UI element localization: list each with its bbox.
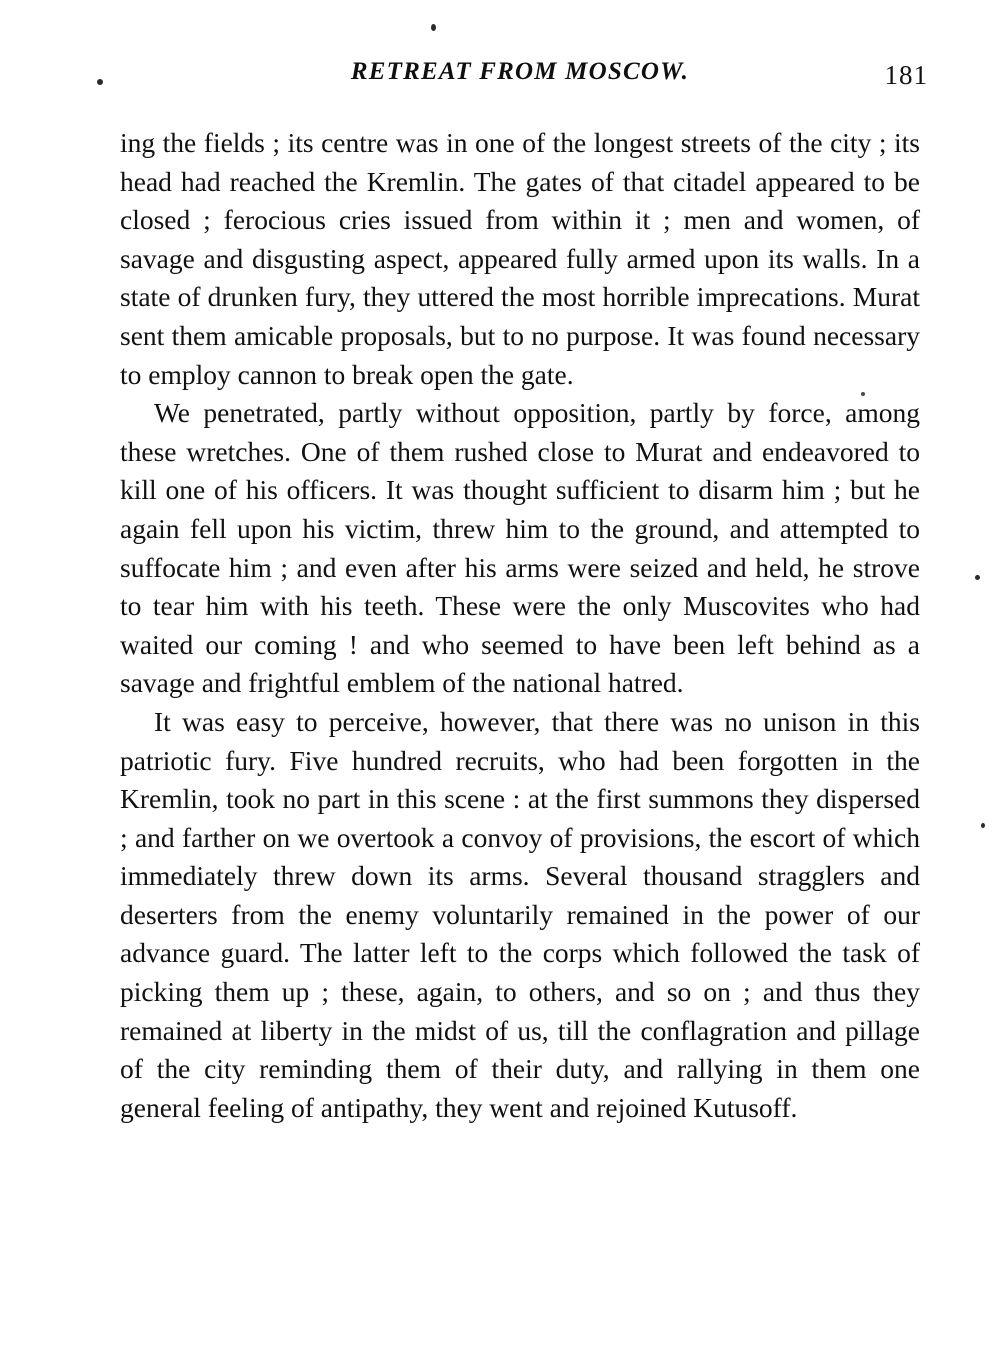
scan-speck: [431, 24, 436, 31]
paragraph-2: We penetrated, partly without opposition, partly by force, among these wretches. One of them rushed close to Murat and endeavored to kill one of his officers. It was thought sufficient to disarm him ; but he again fell upon his victim, threw him to the ground, and attempted to suffocate him ; and even after his arms were seized and held, he strove to tear him with his teeth. These were the only Muscovites who had waited our coming ! and who seemed to have been left behind as a savage and frightful emblem of the national hatred.: [120, 397, 920, 699]
running-title: RETREAT FROM MOSCOW.: [350, 58, 690, 85]
page-body: [120, 124, 920, 1127]
scan-speck: [975, 575, 980, 580]
page-header: [120, 58, 928, 98]
scan-speck: [97, 79, 103, 85]
paragraph-1: ing the fields ; its centre was in one of the longest streets of the city ; its head had reached the Kremlin. The gates of that citadel appeared to be closed ; ferocious cries issued from within it ; men and women, of savage and disgusting aspect, appeared fully armed upon its walls. In a state of drunken fury, they uttered the most horrible imprecations. Murat sent them amicable proposals, but to no purpose. It was found necessary to employ cannon to break open the gate.: [120, 127, 920, 390]
scan-speck: [861, 392, 865, 396]
paragraph-3: It was easy to perceive, however, that there was no unison in this patriotic fury. Five hundred recruits, who had been forgotten in the Kremlin, took no part in this scene : at the first summons they dispersed ; and farther on we overtook a convoy of provisions, the escort of which immediately threw down its arms. Several thousand stragglers and deserters from the enemy voluntarily remained in the power of our advance guard. The latter left to the corps which followed the task of picking them up ; these, again, to others, and so on ; and thus they remained at liberty in the midst of us, till the conflagration and pillage of the city reminding them of their duty, and rallying in them one general feeling of antipathy, they went and rejoined Kutusoff.: [120, 705, 920, 1123]
scan-speck: [981, 823, 985, 828]
page-number: 181: [884, 60, 928, 90]
